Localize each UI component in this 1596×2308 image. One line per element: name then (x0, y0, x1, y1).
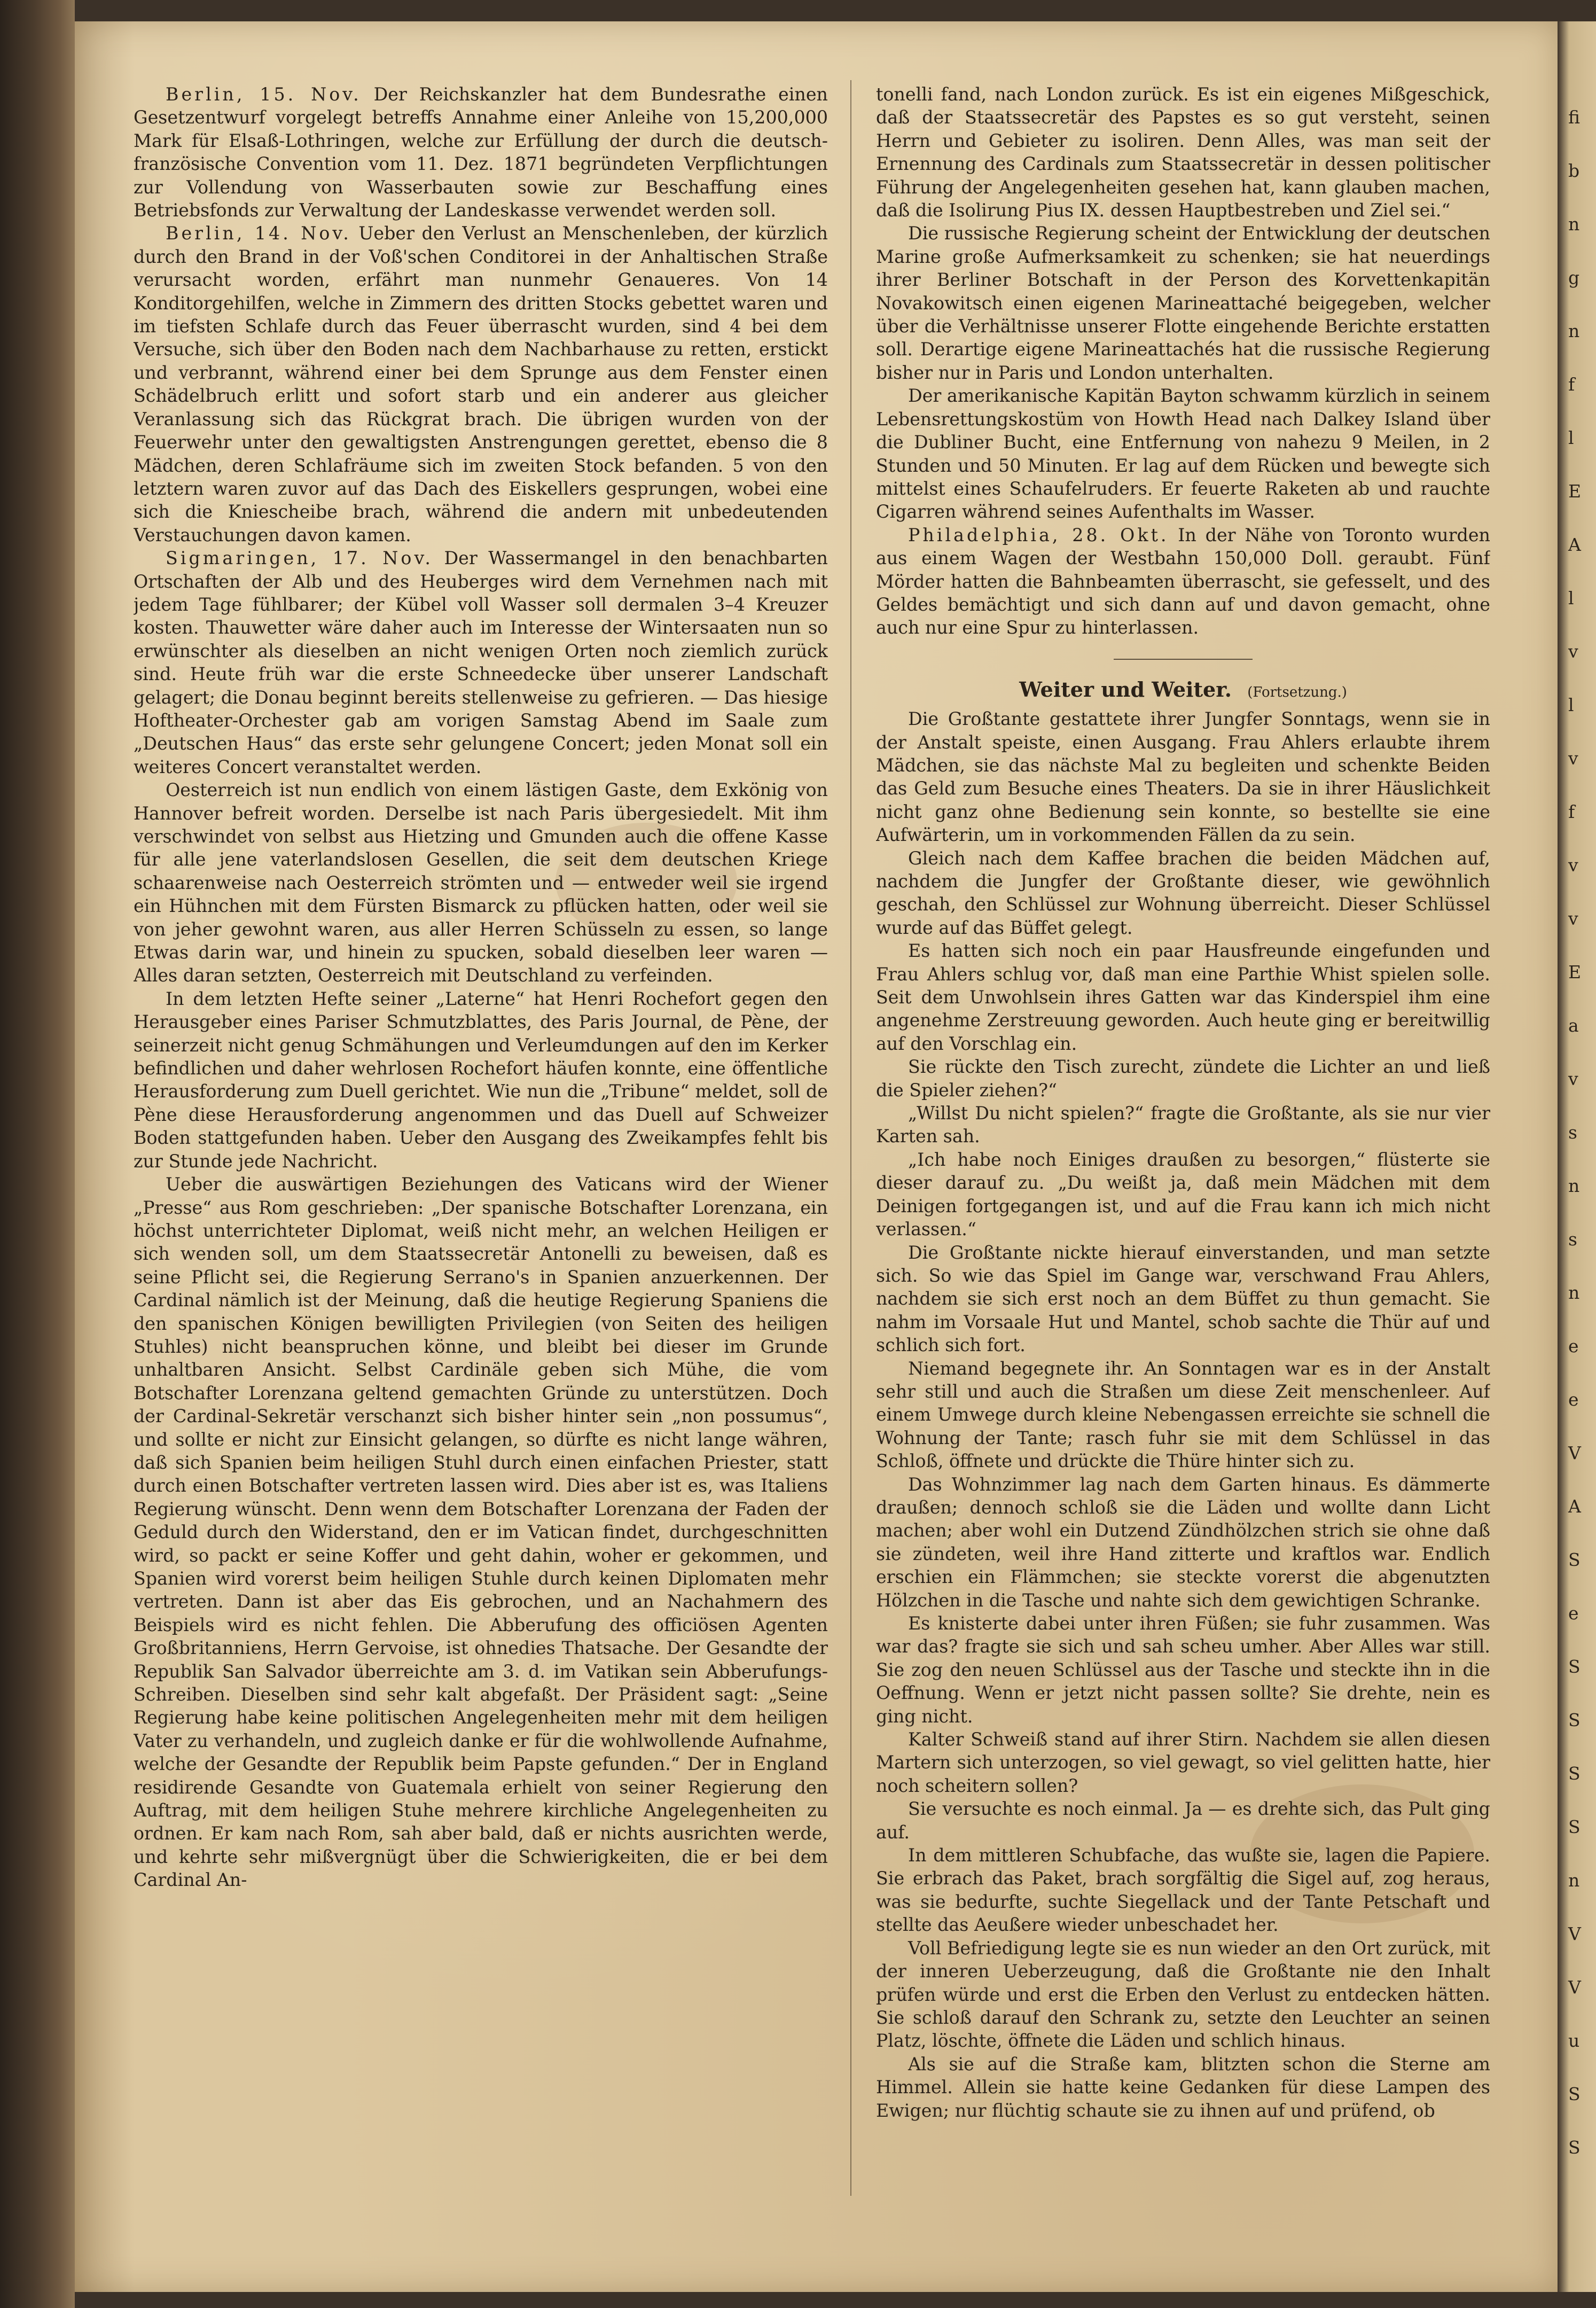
news-paragraph (876, 384, 1490, 523)
next-page-fragment: f (1568, 374, 1575, 395)
dateline: Berlin, 14. Nov. (166, 223, 351, 244)
next-page-fragment: S (1568, 2137, 1581, 2158)
serial-paragraph: Sie rückte den Tisch zurecht, zündete die Lichter an und ließ die Spieler ziehen?“ (876, 1056, 1490, 1101)
next-page-fragment: S (1568, 1710, 1581, 1730)
next-page-fragment: b (1568, 160, 1580, 181)
next-page-fragment: l (1568, 695, 1574, 715)
column-divider (850, 80, 851, 2196)
serial-paragraph: Das Wohnzimmer lag nach dem Garten hinaus. Es dämmerte draußen; dennoch schloß sie die Läden und wollte dann Licht machen; aber wohl ein Dutzend Zündhölzchen strich sie ohne daß sie zündeten, weil ihre Hand zitterte und kraftlos war. Endlich erschien ein Flämmchen; sie steckte vorerst die abgenutzten Hölzchen in die Tasche und nahte sich dem gewichtigen Schranke. (876, 1473, 1490, 1611)
serial-paragraph: Als sie auf die Straße kam, blitzten schon die Sterne am Himmel. Allein sie hatte keine Gedanken für diese Lampen des Ewigen; nur flüchtig schaute sie zu ihnen auf und prüfend, ob (876, 2053, 1490, 2121)
next-page-fragment: n (1568, 321, 1580, 341)
next-page-fragment: s (1568, 1229, 1577, 1250)
article-text: Der Wassermangel in den benachbarten Ortschaften der Alb und des Heuberges wird dem Vernehmen nach mit jedem Tage fühlbarer; der Kübel voll Wasser soll dermalen 3–4 Kreuzer kosten. Thauwetter wäre daher auch im Interesse der Wintersaaten nun so erwünschter als dieselben an nicht wenigen Orten noch ziemlich zurück sind. Heute früh war die erste Schneedecke über unserer Landschaft gelagert; die Donau beginnt bereits stellenweise zu gefrieren. — Das hiesige Hoftheater-Orchester gab am vorigen Samstag Abend im Saale zum „Deutschen Haus“ das erste sehr gelungene Concert; jeden Monat soll ein weiteres Concert veranstaltet werden. (134, 548, 828, 777)
next-page-fragment: g (1568, 267, 1580, 288)
next-page-fragment: E (1568, 962, 1582, 983)
article-text: Oesterreich ist nun endlich von einem lästigen Gaste, dem Exkönig von Hannover befreit worden. Derselbe ist nach Paris übergesiedelt. Mit ihm verschwindet von selbst aus Hietzing und Gmunden auch die offene Kasse für alle jene vaterlandslosen Gesellen, die seit dem deutschen Kriege schaarenweise nach Oesterreich strömten und — entweder weil sie irgend ein Hühnchen mit dem Fürsten Bismarck zu pflücken hatten, oder weil sie von jeher gewohnt waren, aus aller Herren Schüsseln zu essen, so lange Etwas darin war, und hinein zu spucken, sobald dieselben leer waren — Alles daran setzten, Oesterreich mit Deutschland zu verfeinden. (134, 779, 828, 986)
next-page-fragment: S (1568, 1549, 1581, 1570)
serial-paragraph: Die Großtante gestattete ihrer Jungfer Sonntags, wenn sie in der Anstalt speiste, einen Ausgang. Frau Ahlers erlaubte ihrem Mädchen, sie das nächste Mal zu begleiten und schenkte Beiden das Geld zum Besuche eines Theaters. Da sie in ihrer Häuslichkeit nicht ganz ohne Bedienung sein konnte, so bestellte sie eine Aufwärterin, um in vorkommenden Fällen da zu sein. (876, 708, 1490, 846)
serial-paragraph: „Ich habe noch Einiges draußen zu besorgen,“ flüsterte sie dieser darauf zu. „Du weißt ja, daß mein Mädchen mit dem Deinigen fortgegangen ist, und auf die Frau kann ich mich nicht verlassen.“ (876, 1149, 1490, 1240)
next-page-fragment: v (1568, 641, 1578, 662)
serial-subtitle: (Fortsetzung.) (1247, 684, 1347, 700)
next-page-fragment: n (1568, 1282, 1580, 1303)
next-page-fragment: n (1568, 1175, 1580, 1196)
dateline: Berlin, 15. Nov. (166, 84, 362, 105)
book-binding (0, 0, 75, 2308)
serial-paragraph: Niemand begegnete ihr. An Sonntagen war es in der Anstalt sehr still und auch die Straßen um diese Zeit menschenleer. Auf einem Umwege durch kleine Nebengassen erreichte sie schnell die Wohnung der Tante; rasch fuhr sie mit dem Schlüssel in das Schloß, öffnete und drückte die Thüre hinter sich zu. (876, 1358, 1490, 1472)
news-paragraph (134, 778, 828, 987)
next-page-fragment: l (1568, 427, 1574, 448)
serial-heading (876, 678, 1490, 704)
right-news-section (876, 83, 1490, 640)
next-page-fragment: u (1568, 2030, 1580, 2051)
article-text: Der Reichskanzler hat dem Bundesrathe einen Gesetzentwurf vorgelegt betreffs Annahme einer Anleihe von 15,200,000 Mark für Elsaß-Lothringen, welche zur Erfüllung der durch die deutsch-französische Convention vom 11. Dez. 1871 begründeten Verpflichtungen zur Vollendung von Wasserbauten sowie zur Beschaffung eines Betriebsfonds zur Verwaltung der Landeskasse verwendet werden soll. (134, 84, 828, 221)
serial-paragraph: Kalter Schweiß stand auf ihrer Stirn. Nachdem sie allen diesen Martern sich unterzogen, so viel gewagt, so viel gelitten hatte, hier noch scheitern sollen? (876, 1729, 1490, 1796)
serial-paragraph: Sie versuchte es noch einmal. Ja — es drehte sich, das Pult ging auf. (876, 1798, 1490, 1843)
next-page-fragment: v (1568, 748, 1578, 769)
article-text: Die russische Regierung scheint der Entwicklung der deutschen Marine große Aufmerksamkeit zu schenken; sie hat neuerdings ihrer Berliner Botschaft in der Person des Korvettenkapitän Novakowitsch einen eigenen Marineattaché beigegeben, welcher über die Verhältnisse unserer Flotte eingehende Berichte erstatten soll. Derartige eigene Marineattachés hat die russische Regierung bisher nur in Paris und London unterhalten. (876, 223, 1490, 383)
section-separator (1114, 659, 1253, 660)
serial-paragraph: In dem mittleren Schubfache, das wußte sie, lagen die Papiere. Sie erbrach das Paket, brach sorgfältig die Sigel auf, zog heraus, was sie bedurfte, suchte Siegellack und der Tante Petschaft und stellte das Aeußere wieder unbeschadet her. (876, 1845, 1490, 1936)
next-page-fragment: s (1568, 1122, 1577, 1143)
next-page-fragment: S (1568, 2084, 1581, 2104)
next-page-fragment: v (1568, 855, 1578, 876)
serial-paragraph: Gleich nach dem Kaffee brachen die beiden Mädchen auf, nachdem die Jungfer der Großtante dieser, wie gewöhnlich geschah, den Schlüssel zur Wohnung überreicht. Dieser Schlüssel wurde auf das Büffet gelegt. (876, 847, 1490, 938)
next-page-fragment: n (1568, 1870, 1580, 1891)
article-text: In der Nähe von Toronto wurden aus einem Wagen der Westbahn 150,000 Doll. geraubt. Fünf Mörder hatten die Bahnbeamten überrascht, sie gefesselt, und des Geldes bemächtigt und sich dann auf und davon gemacht, ohne auch nur eine Spur zu hinterlassen. (876, 524, 1490, 638)
news-paragraph (134, 1173, 828, 1892)
next-page-fragment: a (1568, 1015, 1579, 1036)
news-paragraph (876, 83, 1490, 222)
article-text: tonelli fand, nach London zurück. Es ist ein eigenes Mißgeschick, daß der Staatssecretär des Papstes es so gut versteht, seinen Herrn und Gebieter zu isoliren. Denn Alles, was man seit der Ernennung des Cardinals zum Staatssecretär in dessen politischer Führung der Angelegenheiten gesehen hat, kann glauben machen, daß die Isolirung Pius IX. dessen Hauptbestreben und Ziel sei.“ (876, 84, 1490, 221)
article-text: Ueber den Verlust an Menschenleben, der kürzlich durch den Brand in der Voß'schen Conditorei in der Anhaltischen Straße verursacht worden, erfährt man nunmehr Genaueres. Von 14 Konditorgehilfen, welche in Zimmern des dritten Stocks gebettet waren und im tiefsten Schlafe durch das Feuer überrascht wurden, sind 4 bei dem Versuche, sich über den Boden nach dem Nachbarhause zu retten, erstickt und verbrannt, während einer bei dem Sprunge aus dem Fenster einen Schädelbruch erlitt und sofort starb und ein anderer aus gleicher Veranlassung sich das Rückgrat brach. Die übrigen wurden von der Feuerwehr unter den gewaltigsten Anstrengungen gerettet, ebenso die 8 Mädchen, deren Schlafräume sich im zweiten Stock befanden. 5 von den letztern waren zuvor auf das Dach des Eiskellers gesprungen, wobei eine sich die Kniescheibe brach, während die andern mit unbedeutenden Verstauchungen davon kamen. (134, 223, 828, 545)
next-page-fragment: e (1568, 1389, 1579, 1410)
news-paragraph (876, 524, 1490, 640)
next-page-fragment: S (1568, 1763, 1581, 1784)
next-page-fragment: e (1568, 1603, 1579, 1624)
next-page-fragment: v (1568, 908, 1578, 929)
dateline: Sigmaringen, 17. Nov. (166, 548, 433, 569)
article-text: Ueber die auswärtigen Beziehungen des Vaticans wird der Wiener „Presse“ aus Rom geschrieben: „Der spanische Botschafter Lorenzana, ein höchst unterrichteter Diplomat, weiß nicht mehr, an welchen Heiligen er sich wenden soll, um dem Staatssecretär Antonelli zu beweisen, daß es seine Pflicht sei, die Regierung Serrano's in Spanien anzuerkennen. Der Cardinal nämlich ist der Meinung, daß die heutige Regierung Spaniens die den spanischen Königen bewilligten Privilegien (von Seiten des heiligen Stuhles) nicht beanspruchen könne, und bleibt bei dieser im Grunde unhaltbaren Ansicht. Selbst Cardinäle geben sich Mühe, die vom Botschafter Lorenzana geltend gemachten Gründe zu unterstützen. Doch der Cardinal-Sekretär verschanzt sich bisher hinter sein „non possumus“, und sollte er nicht zur Einsicht gelangen, so dürfte es nicht lange währen, daß sich Spanien beim heiligen Stuhl durch einen einfachen Priester, statt durch einen Botschafter vertreten lassen wird. Dies aber ist es, was Italiens Regierung wünscht. Denn wenn dem Botschafter Lorenzana der Faden der Geduld durch den Widerstand, den er im Vatican findet, durchgeschnitten wird, so packt er seine Koffer und geht dahin, woher er gekommen, und Spanien wird vorerst beim heiligen Stuhle durch keinen Diplomaten mehr vertreten. Dann ist aber das Eis gebrochen, und an Nachahmern des Beispiels wird es nicht fehlen. Die Abberufung des officiösen Agenten Großbritanniens, Herrn Gervoise, ist ohnedies Thatsache. Der Gesandte der Republik San Salvador überreichte am 3. d. im Vatikan sein Abberufungs-Schreiben. Dieselben sind sehr kalt abgefaßt. Der Präsident sagt: „Seine Regierung habe keine politischen Angelegenheiten mehr mit dem heiligen Vater zu verhandeln, und zugleich danke er für die wohlwollende Aufnahme, welche der Gesandte der Republik beim Papste gefunden.“ Der in England residirende Gesandte von Guatemala erhielt von seiner Regierung den Auftrag, mit dem heiligen Stuhe mehrere kirchliche Angelegenheiten zu ordnen. Er kam nach Rom, sah aber bald, daß er nichts ausrichten werde, und kehrte sehr mißvergnügt über die Schwierigkeiten, die er bei dem Cardinal An- (134, 1174, 828, 1891)
next-page-fragment: V (1568, 1977, 1581, 1998)
news-paragraph (134, 222, 828, 547)
news-paragraph (134, 83, 828, 222)
next-page-fragment: A (1568, 534, 1581, 555)
news-paragraph (134, 987, 828, 1173)
next-page-fragment: fi (1568, 107, 1581, 128)
next-page-fragment: S (1568, 1656, 1581, 1677)
serial-paragraph: Es knisterte dabei unter ihren Füßen; sie fuhr zusammen. Was war das? fragte sie sich und sah scheu umher. Aber Alles war still. Sie zog den neuen Schlüssel aus der Tasche und steckte ihn in die Oeffnung. Wenn er jetzt nicht passen sollte? Sie drehte, nein es ging nicht. (876, 1613, 1490, 1727)
serial-body (876, 707, 1490, 2122)
dateline: Philadelphia, 28. Okt. (908, 524, 1169, 545)
next-page-fragment: S (1568, 1816, 1581, 1837)
news-paragraph (134, 547, 828, 778)
next-page-fragment: V (1568, 1442, 1581, 1463)
next-page-fragment: f (1568, 801, 1575, 822)
article-text: Der amerikanische Kapitän Bayton schwamm kürzlich in seinem Lebensrettungskostüm von Howth Head nach Dalkey Island über die Dubliner Bucht, eine Entfernung von nahezu 9 Meilen, in 2 Stunden und 50 Minuten. Er lag auf dem Rücken und bewegte sich mittelst eines Schaufelruders. Er feuerte Raketen ab und rauchte Cigarren während seines Aufenthalts im Wasser. (876, 385, 1490, 523)
serial-paragraph: „Willst Du nicht spielen?“ fragte die Großtante, als sie nur vier Karten sah. (876, 1103, 1490, 1147)
next-page-fragment: e (1568, 1336, 1579, 1356)
next-page-fragment: A (1568, 1496, 1581, 1517)
news-paragraph (876, 222, 1490, 384)
serial-paragraph: Die Großtante nickte hierauf einverstanden, und man setzte sich. So wie das Spiel im Gange war, verschwand Frau Ahlers, nachdem sie sich erst noch an dem Büffet zu thun gemacht. Sie nahm im Vorsaale Hut und Mantel, schob sachte die Thür auf und schlich sich fort. (876, 1242, 1490, 1356)
next-page-fragment: l (1568, 588, 1574, 609)
left-column (134, 83, 828, 2220)
next-page-fragment: E (1568, 481, 1582, 502)
serial-paragraph: Voll Befriedigung legte sie es nun wieder an den Ort zurück, mit der inneren Ueberzeugung, daß die Großtante nie den Inhalt prüfen würde und erst die Erben den Verlust zu entdecken hätten. Sie schloß darauf den Schrank zu, setzte den Leuchter an seinen Platz, löschte, öffnete die Läden und schlich hinaus. (876, 1937, 1490, 2052)
serial-title: Weiter und Weiter. (1019, 677, 1232, 701)
next-page-edge (1558, 21, 1596, 2292)
serial-paragraph: Es hatten sich noch ein paar Hausfreunde eingefunden und Frau Ahlers schlug vor, daß man eine Parthie Whist spielen solle. Seit dem Unwohlsein ihres Gatten war das Kinderspiel ihm eine angenehme Zerstreuung geworden. Auch heute ging er bereitwillig auf den Vorschlag ein. (876, 940, 1490, 1054)
article-text: In dem letzten Hefte seiner „Laterne“ hat Henri Rochefort gegen den Herausgeber eines Pariser Schmutzblattes, des Paris Journal, de Pène, der seinerzeit nicht genug Schmähungen und Verleumdungen auf den im Kerker befindlichen und daher wehrlosen Rochefort häufen konnte, eine öffentliche Herausforderung zum Duell gerichtet. Wie nun die „Tribune“ meldet, soll de Pène diese Herausforderung angenommen und das Duell auf Schweizer Boden stattgefunden haben. Ueber den Ausgang des Zweikampfes fehlt bis zur Stunde jede Nachricht. (134, 988, 828, 1172)
right-column (876, 83, 1490, 2220)
next-page-fragment: v (1568, 1069, 1578, 1089)
next-page-fragment: V (1568, 1923, 1581, 1944)
next-page-fragment: n (1568, 214, 1580, 235)
